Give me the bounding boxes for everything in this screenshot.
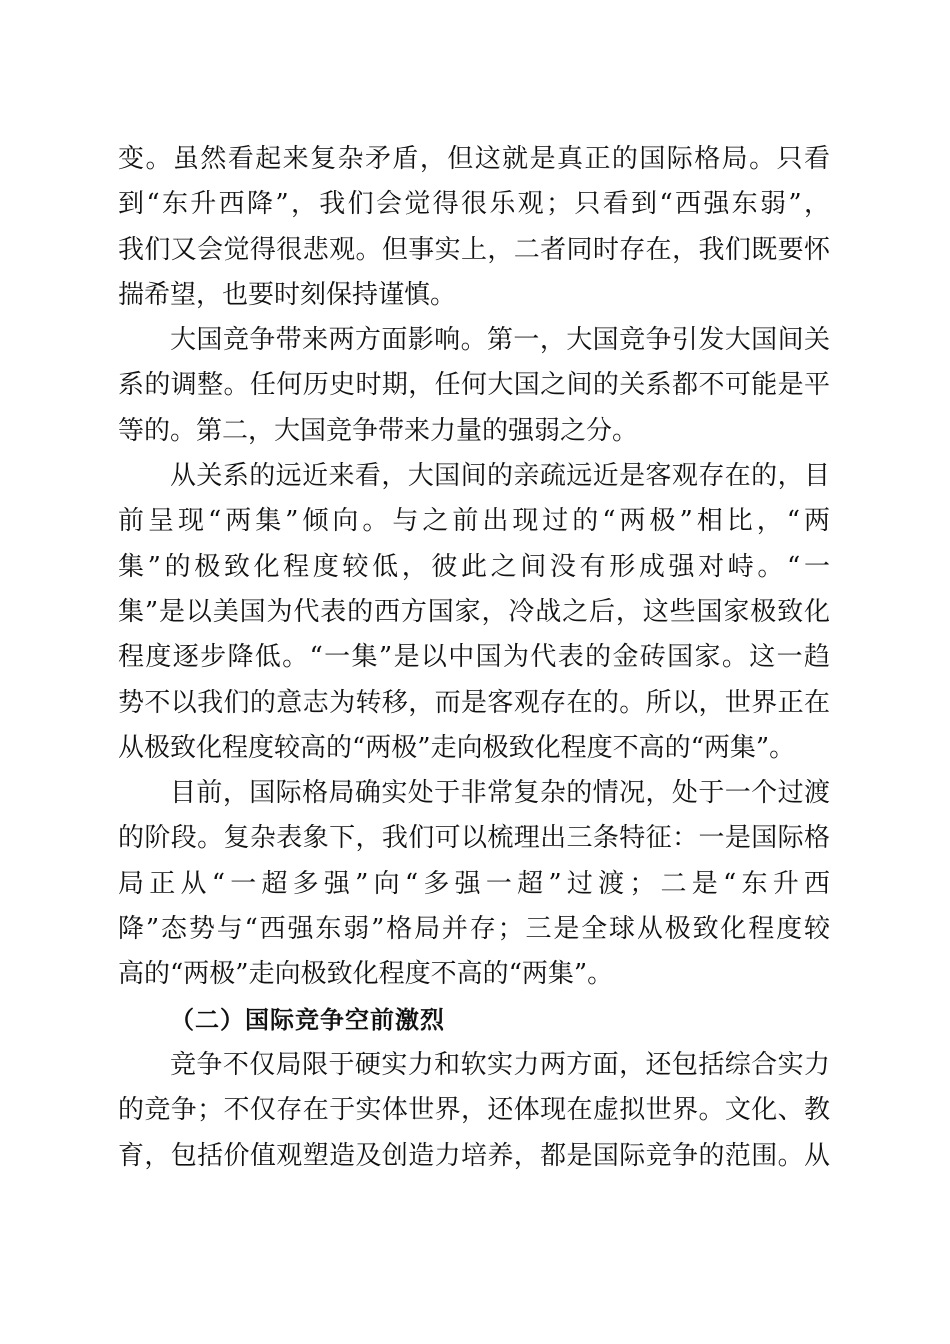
paragraph-line: 等的。第二，大国竞争带来力量的强弱之分。 [118,415,639,446]
paragraph-line: 大国竞争带来两方面影响。第一，大国竞争引发大国间关 [170,325,830,356]
paragraph-4 [118,771,830,997]
paragraph-line: 高的“两极”走向极致化程度不高的“两集”。 [118,959,614,990]
paragraph-line: 从关系的远近来看，大国间的亲疏远近是客观存在的，目 [170,461,830,492]
paragraph-line: 到“东升西降”，我们会觉得很乐观；只看到“西强东弱”， [118,189,830,220]
paragraph-line: 揣希望，也要时刻保持谨慎。 [118,279,457,310]
paragraph-5 [118,1043,830,1179]
paragraph-line: 的竞争；不仅存在于实体世界，还体现在虚拟世界。文化、教 [118,1095,830,1126]
paragraph-line: 降”态势与“西强东弱”格局并存；三是全球从极致化程度较 [118,914,830,945]
paragraph-line: 局正从“一超多强”向“多强一超”过渡；二是“东升西 [118,868,830,899]
paragraph-2 [118,318,830,454]
paragraph-line: 变。虽然看起来复杂矛盾，但这就是真正的国际格局。只看 [118,144,830,174]
document-body [118,137,830,1179]
paragraph-line: 我们又会觉得很悲观。但事实上，二者同时存在，我们既要怀 [118,234,830,265]
paragraph-line: 集”的极致化程度较低，彼此之间没有形成强对峙。“一 [118,551,830,582]
paragraph-line: 从极致化程度较高的“两极”走向极致化程度不高的“两集”。 [118,732,796,763]
section-heading: （二）国际竞争空前激烈 [170,1005,445,1034]
paragraph-line: 集”是以美国为代表的西方国家，冷战之后，这些国家极致化 [118,596,830,627]
paragraph-line: 前呈现“两集”倾向。与之前出现过的“两极”相比，“两 [118,506,830,537]
paragraph-line: 育，包括价值观塑造及创造力培养，都是国际竞争的范围。从 [118,1140,830,1171]
paragraph-line: 势不以我们的意志为转移，而是客观存在的。所以，世界正在 [118,687,830,718]
paragraph-line: 程度逐步降低。“一集”是以中国为代表的金砖国家。这一趋 [118,642,830,673]
paragraph-line: 目前，国际格局确实处于非常复杂的情况，处于一个过渡 [170,778,830,809]
paragraph-line: 系的调整。任何历史时期，任何大国之间的关系都不可能是平 [118,370,830,401]
paragraph-1 [118,137,830,318]
paragraph-line: 竞争不仅局限于硬实力和软实力两方面，还包括综合实力 [170,1049,830,1080]
paragraph-line: 的阶段。复杂表象下，我们可以梳理出三条特征：一是国际格 [118,823,830,854]
paragraph-3 [118,454,830,771]
